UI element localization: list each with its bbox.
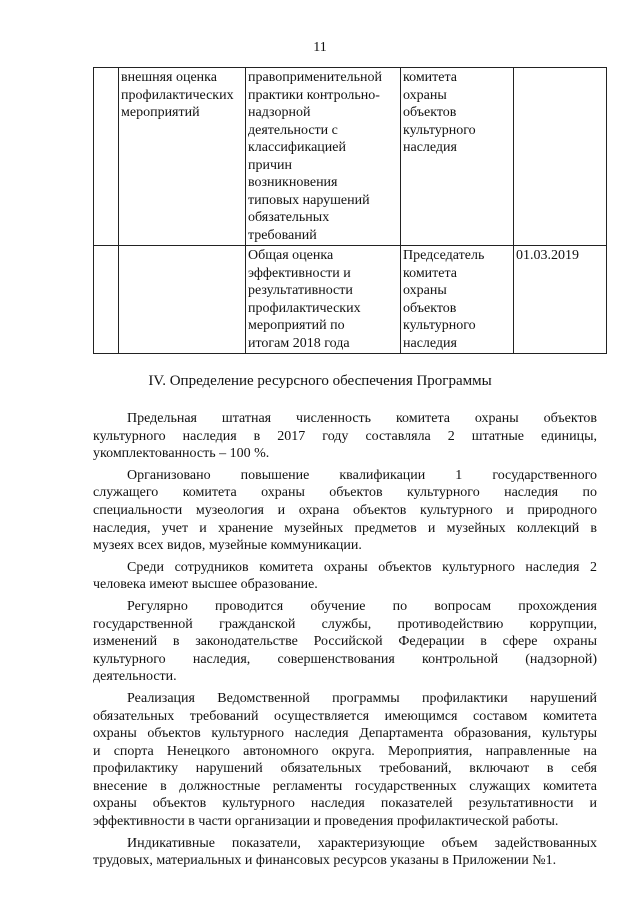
text-line: культурного наследия в 2017 году составляла 2 штатные единицы,: [93, 428, 597, 444]
cell-line: внешняя оценка: [121, 70, 217, 85]
cell-line: Общая оценка: [248, 248, 334, 263]
table-cell-number: [94, 246, 119, 354]
cell-line: возникновения: [248, 175, 338, 190]
cell-line: типовых нарушений: [248, 192, 370, 208]
text-line: Предельная штатная численность комитета охраны объектов: [127, 411, 597, 426]
text-line: деятельности.: [93, 669, 177, 685]
cell-line: результативности: [248, 283, 353, 298]
table-cell-activity: [119, 246, 246, 354]
text-line: Регулярно проводится обучение по вопросам прохождения: [127, 598, 597, 614]
body-text: [93, 410, 597, 874]
text-line: культурного наследия, совершенствования контрольной (надзорной): [93, 651, 597, 667]
table-cell-responsible: [401, 68, 514, 246]
paragraph: [93, 559, 597, 594]
text-line: охраны объектов культурного наследия показателей результативности и: [93, 796, 597, 812]
table-row: [94, 68, 607, 246]
text-line: Среди сотрудников комитета охраны объектов культурного наследия 2: [127, 559, 597, 575]
text-line: укомплектованность – 100 %.: [93, 446, 270, 462]
table-cell-content: [246, 68, 401, 246]
cell-line: мероприятий по: [248, 318, 345, 333]
cell-line: объектов: [403, 105, 457, 120]
paragraph: [93, 690, 597, 831]
cell-line: надзорной: [248, 105, 311, 120]
paragraph: [93, 835, 597, 870]
paragraph: [93, 598, 597, 686]
table-cell-deadline: [514, 68, 607, 246]
table-cell-number: [94, 68, 119, 246]
cell-line: комитета: [403, 265, 458, 281]
text-line: обязательных требований осуществляется имеющимся составом комитета: [93, 708, 597, 724]
section-heading: IV. Определение ресурсного обеспечения Программы: [148, 373, 492, 389]
cell-line: культурного: [403, 318, 476, 333]
table-row: [94, 246, 607, 354]
text-line: музеях всех видов, музейные коммуникации.: [93, 538, 362, 554]
cell-line: практики контрольно-: [248, 87, 380, 103]
text-line: человека имеют высшее образование.: [93, 577, 318, 593]
text-line: Индикативные показатели, характеризующие объем задействованных: [127, 835, 597, 851]
cell-line: требований: [248, 227, 317, 243]
cell-line: деятельности с: [248, 122, 338, 138]
cell-line: причин: [248, 157, 293, 173]
text-line: профилактику нарушений обязательных требований, включают в себя: [93, 761, 597, 777]
cell-line: Председатель: [403, 248, 485, 263]
text-line: служащего комитета охраны объектов культурного наследия по: [93, 485, 597, 501]
cell-line: мероприятий: [121, 105, 200, 120]
cell-line: эффективности и: [248, 265, 351, 281]
table-cell-activity: [119, 68, 246, 246]
text-line: государственной гражданской службы, противодействию коррупции,: [93, 616, 597, 632]
paragraph: [93, 410, 597, 463]
cell-line: правоприменительной: [248, 70, 382, 85]
text-line: и спорта Ненецкого автономного округа. Мероприятия, направленные на: [93, 743, 597, 759]
table-cell-content: [246, 246, 401, 354]
cell-line: итогам 2018 года: [248, 335, 350, 351]
cell-line: охраны: [403, 87, 447, 103]
text-line: внесение в должностные регламенты государственных служащих комитета: [93, 778, 597, 794]
plan-table: [93, 67, 607, 354]
paragraph: [93, 467, 597, 555]
cell-line: наследия: [403, 140, 457, 155]
table-cell-deadline: 01.03.2019: [514, 246, 607, 354]
text-line: изменений в законодательстве Российской Федерации в сфере охраны: [93, 634, 597, 650]
cell-line: профилактических: [248, 300, 361, 316]
text-line: Реализация Ведомственной программы профилактики нарушений: [127, 690, 597, 706]
text-line: трудовых, материальных и финансовых ресурсов указаны в Приложении №1.: [93, 853, 557, 869]
cell-line: культурного: [403, 122, 476, 138]
cell-line: объектов: [403, 300, 457, 316]
cell-line: профилактических: [121, 87, 234, 103]
cell-line: классификацией: [248, 140, 346, 155]
cell-line: обязательных: [248, 210, 330, 225]
cell-line: комитета: [403, 70, 458, 85]
cell-line: наследия: [403, 335, 457, 351]
text-line: эффективности в части организации и проведения профилактической работы.: [93, 814, 559, 830]
cell-line: охраны: [403, 283, 447, 298]
text-line: охраны объектов культурного наследия Департамента образования, культуры: [93, 726, 597, 742]
table-cell-responsible: [401, 246, 514, 354]
text-line: специальности музеология и охрана объектов культурного и природного: [93, 502, 597, 518]
text-line: Организовано повышение квалификации 1 государственного: [127, 467, 597, 483]
text-line: наследия, учет и хранение музейных предметов и музейных коллекций в: [93, 520, 597, 536]
page-number: 11: [313, 40, 327, 55]
